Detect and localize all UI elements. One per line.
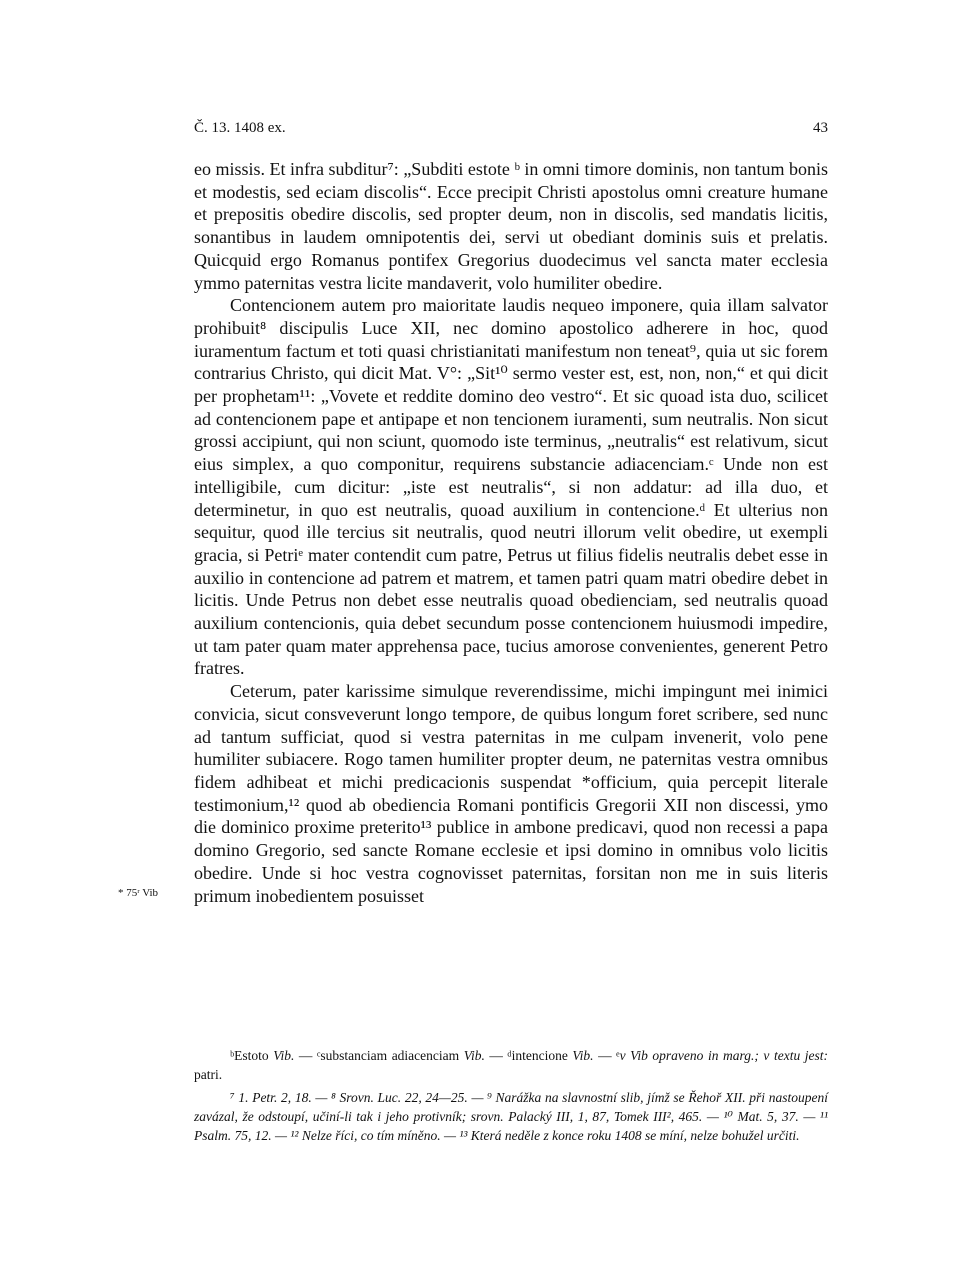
variant-segment: — ᵉ [593, 1048, 620, 1063]
variant-segment: patri. [194, 1067, 223, 1082]
body-paragraph-2: Contencionem autem pro maioritate laudis nequeo imponere, quia illam salvator prohibuit⁸ discipulis Luce XII, nec domino apostolico adherere in hoc, quod iuramentum factum et toti quasi christianitati manifestum non teneat⁹, quia ut sic forem contrarius Christo, qui dicit Mat. V°: „Sit¹⁰ sermo vester est, est, non, non,“ et qui dicit per prophetam¹¹: „Vovete et reddite domino deo vestro“. Et sic quoad ista duo, scilicet ad contencionem pape et antipape et non tencionem iuramenti, sum neutralis. Non sicut grossi accipiunt, qui non sciunt, quomodo iste terminus, „neutralis“ est relativum, sicut eius simplex, a quo componitur, requirens substancie adiacenciam.ᶜ Unde non est intelligibile, cum dicitur: „iste est neutralis“, si non addatur: ad illa duo, et determinetur, in quo est neutralis, quoad auxilium in contencione.ᵈ Et ulterius non sequitur, quod ille tercius sit neutralis, quod neutri illorum velit obedire, ut exempli gracia, si Petriᵉ mater contendit cum patre, Petrus ut filius fidelis neutralis debet esse in auxilio in contencione ad patrem et matrem, et tamen patri quam matri obedire debet in licitis. Unde Petrus non debet esse neutralis quoad obedienciam, sed neutralis quoad auxilium contencionis, quia debet secundum posse contencionem huiusmodi impedire, ut tam pater quam mater apprehensa pace, tucius amorose convenientes, generent Petro fratres. [194, 295, 828, 679]
main-text [194, 158, 828, 907]
variant-segment: Vib. [572, 1048, 594, 1063]
running-head [194, 120, 828, 140]
source-notes: ⁷ 1. Petr. 2, 18. — ⁸ Srovn. Luc. 22, 24—25. — ⁹ Narážka na slavnostní slib, jímž se Řehoř XII. při nastoupení zavázal, že odstoupí, učiní-li tak i jeho protivník; srovn. Palacký III, 1, 87, Tomek III², 465. — ¹⁰ Mat. 5, 37. — ¹¹ Psalm. 75, 12. — ¹² Nelze říci, co tím míněno. — ¹³ Která neděle z konce roku 1408 se míní, nelze bohužel určiti. [194, 1090, 828, 1143]
page-number: 43 [813, 120, 828, 136]
chapter-reference: Č. 13. 1408 ex. [194, 120, 286, 136]
variant-segment: — ᵈintencione [484, 1048, 573, 1063]
variant-segment: v Vib opraveno in marg.; v textu jest: [619, 1048, 828, 1063]
variant-notes [194, 1046, 828, 1084]
variant-segment: Vib. [273, 1048, 295, 1063]
variant-segment: — ᶜsubstanciam adiacenciam [294, 1048, 464, 1063]
body-paragraph-1: eo missis. Et infra subditur⁷: „Subditi estote ᵇ in omni timore dominis, non tantum bonis et modestis, sed eciam discolis“. Ecce precipit Christi apostolus omni creature humane et prepositis obedire discolis, sed propter deum, non in discolis, sed mandatis licitis, sonantibus in laudem omnipotentis dei, servi ut obediant dominis suis et prelatis. Quicquid ergo Romanus pontifex Gregorius duodecimus vel sancta mater ecclesia ymmo paternitas vestra licite mandaverit, volo humiliter obedire. [194, 159, 828, 293]
variant-segment: ᵇEstoto [230, 1048, 274, 1063]
folio-margin-note: * 75ʳ Vib [118, 887, 159, 899]
body-paragraph-3: Ceterum, pater karissime simulque reverendissime, michi impingunt mei inimici convicia, sicut consveverunt longo tempore, de quibus longum foret scribere, sed nunc ad tantum sufficiat, quod si vestra paternitas in me culpam invenerit, volo pene humiliter subiacere. Rogo tamen humiliter propter deum, ne paternitas vestra omnibus fidem adhibeat et michi predicacionis suspendat *officium, quia percepit literale testimonium,¹² quod ab obediencia Romani pontificis Gregorii XII non discessi, ymo die dominico proxime preterito¹³ publice in ambone predicavi, quod non recessi a papa domino Gregorio, sed sancte Romane ecclesie et ipsi domino in omnibus volo licitis obedire. Unde si hoc vestra cognovisset paternitas, forsitan non me in suis literis primum inobedientem posuisset [194, 681, 828, 906]
footnotes [194, 1046, 828, 1145]
variant-segment: Vib. [463, 1048, 485, 1063]
